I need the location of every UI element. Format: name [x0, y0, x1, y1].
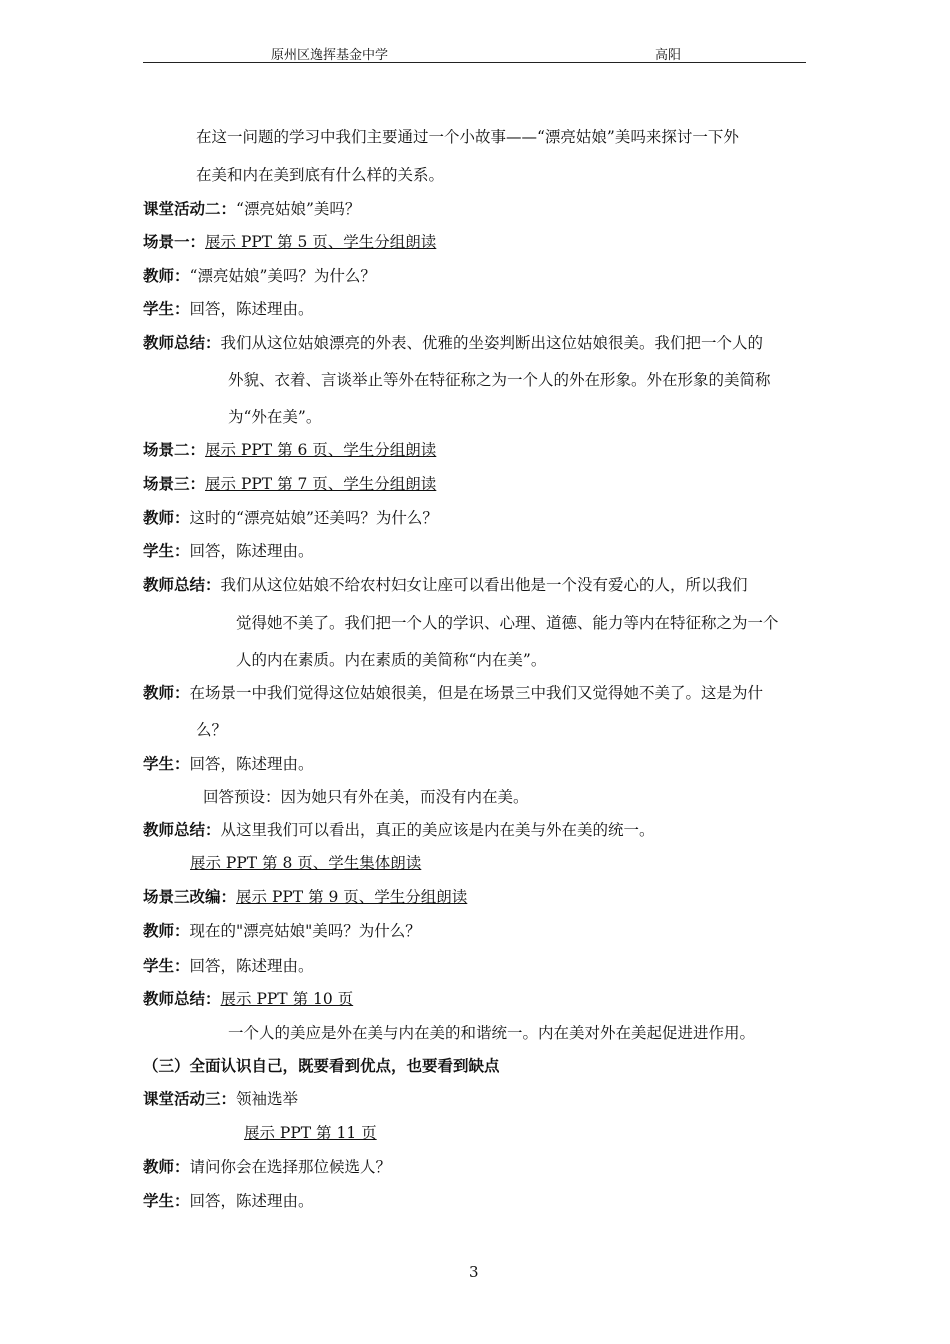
body-line [143, 333, 763, 353]
line-text: 回答，陈述理由。 [189, 755, 314, 773]
line-text: 人的内在素质。内在素质的美简称“内在美”。 [236, 651, 547, 669]
ppt-reference: 展示 PPT 第 10 页 [220, 990, 354, 1008]
line-label: 学生： [143, 1191, 190, 1210]
line-label: 课堂活动二： [143, 199, 237, 218]
section-heading [143, 1056, 500, 1076]
line-text: 我们从这位姑娘漂亮的外表、优雅的坐姿判断出这位姑娘很美。我们把一个人的 [220, 334, 764, 352]
line-text: 为“外在美”。 [228, 408, 322, 426]
body-line [228, 370, 771, 390]
line-text: 在美和内在美到底有什么样的关系。 [196, 166, 445, 184]
body-line [143, 989, 353, 1009]
line-label: 场景三改编： [143, 887, 237, 906]
body-line [196, 720, 227, 740]
body-line [143, 887, 467, 907]
line-text: “漂亮姑娘”美吗？为什么？ [189, 267, 376, 285]
line-label: 教师总结： [143, 333, 221, 352]
body-line [143, 541, 314, 561]
line-label: 学生： [143, 541, 190, 560]
page-header [143, 44, 806, 63]
line-label: 学生： [143, 299, 190, 318]
line-label: 教师： [143, 683, 190, 702]
body-line [196, 165, 444, 185]
body-line [143, 921, 421, 941]
ppt-reference: 展示 PPT 第 9 页、学生分组朗读 [236, 888, 468, 906]
header-school: 原州区逸挥基金中学 [271, 48, 389, 63]
body-line [203, 787, 529, 807]
line-label: 学生： [143, 956, 190, 975]
line-text: 从这里我们可以看出，真正的美应该是内在美与外在美的统一。 [220, 821, 655, 839]
line-text: “漂亮姑娘”美吗？ [236, 200, 361, 218]
line-text: 现在的"漂亮姑娘"美吗？为什么？ [189, 922, 421, 940]
line-text: 在这一问题的学习中我们主要通过一个小故事——“漂亮姑娘”美吗来探讨一下外 [196, 128, 739, 146]
page-number: 3 [469, 1263, 479, 1281]
ppt-reference: 展示 PPT 第 7 页、学生分组朗读 [205, 475, 437, 493]
line-text: 我们从这位姑娘不给农村妇女让座可以看出他是一个没有爱心的人，所以我们 [220, 576, 748, 594]
line-label: 教师： [143, 508, 190, 527]
line-text: 这时的“漂亮姑娘”还美吗？为什么？ [189, 509, 438, 527]
line-text: 回答，陈述理由。 [189, 300, 314, 318]
body-line [228, 407, 321, 427]
line-text: 回答，陈述理由。 [189, 1192, 314, 1210]
body-line [143, 232, 436, 252]
body-line [196, 127, 739, 147]
line-label: 教师总结： [143, 820, 221, 839]
body-line [143, 820, 655, 840]
body-line [143, 440, 436, 460]
body-line [143, 508, 438, 528]
line-label: 教师总结： [143, 575, 221, 594]
line-label: 教师： [143, 1157, 190, 1176]
body-line [190, 853, 421, 873]
line-label: 教师总结： [143, 989, 221, 1008]
line-label: 教师： [143, 266, 190, 285]
line-label: 教师： [143, 921, 190, 940]
line-label: 场景三： [143, 474, 206, 493]
body-line [244, 1123, 377, 1143]
line-text: 觉得她不美了。我们把一个人的学识、心理、道德、能力等内在特征称之为一个 [236, 614, 779, 632]
body-line [143, 266, 376, 286]
ppt-reference: 展示 PPT 第 6 页、学生分组朗读 [205, 441, 437, 459]
line-text: 请问你会在选择那位候选人？ [189, 1158, 392, 1176]
body-line [236, 650, 546, 670]
ppt-reference: 展示 PPT 第 11 页 [244, 1124, 377, 1142]
body-line [143, 1191, 314, 1211]
line-label: （三）全面认识自己，既要看到优点，也要看到缺点 [143, 1056, 500, 1075]
ppt-reference: 展示 PPT 第 8 页、学生集体朗读 [190, 854, 422, 872]
body-line [143, 474, 436, 494]
ppt-reference: 展示 PPT 第 5 页、学生分组朗读 [205, 233, 437, 251]
line-text: 回答，陈述理由。 [189, 542, 314, 560]
body-line [143, 199, 360, 219]
body-line [143, 575, 748, 595]
line-text: 外貌、衣着、言谈举止等外在特征称之为一个人的外在形象。外在形象的美简称 [228, 371, 771, 389]
line-label: 学生： [143, 754, 190, 773]
line-text: 么？ [196, 721, 228, 739]
line-text: 回答预设：因为她只有外在美，而没有内在美。 [203, 788, 529, 806]
body-line [143, 956, 314, 976]
body-line [228, 1023, 755, 1043]
body-line [143, 1089, 298, 1109]
line-label: 场景二： [143, 440, 206, 459]
body-line [143, 1157, 391, 1177]
body-line [143, 299, 314, 319]
body-line [143, 754, 314, 774]
line-text: 一个人的美应是外在美与内在美的和谐统一。内在美对外在美起促进进作用。 [228, 1024, 756, 1042]
line-label: 课堂活动三： [143, 1089, 237, 1108]
body-line [143, 683, 763, 703]
line-text: 领袖选举 [236, 1090, 299, 1108]
header-author: 高阳 [655, 48, 682, 63]
line-label: 场景一： [143, 232, 206, 251]
line-text: 回答，陈述理由。 [189, 957, 314, 975]
line-text: 在场景一中我们觉得这位姑娘很美，但是在场景三中我们又觉得她不美了。这是为什 [189, 684, 764, 702]
body-line [236, 613, 779, 633]
